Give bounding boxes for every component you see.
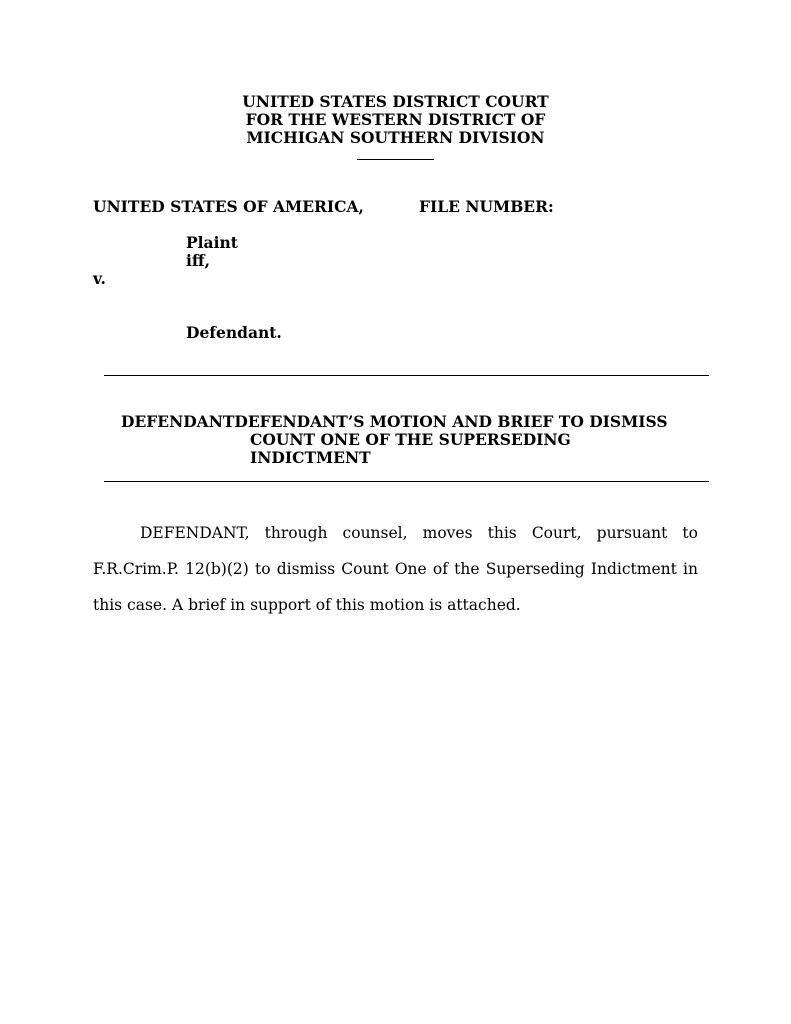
title-bottom-rule bbox=[104, 481, 709, 482]
plaintiff-role bbox=[186, 234, 238, 270]
plaintiff-name: UNITED STATES OF AMERICA, bbox=[93, 197, 364, 216]
court-heading bbox=[0, 93, 791, 147]
heading-underline bbox=[357, 159, 434, 160]
title-top-rule bbox=[104, 375, 709, 376]
court-name-line: UNITED STATES DISTRICT COURT bbox=[242, 92, 549, 111]
defendant-role: Defendant. bbox=[186, 323, 282, 342]
court-district-line: FOR THE WESTERN DISTRICT OF bbox=[245, 110, 546, 129]
plaintiff-role-line: Plaint bbox=[186, 233, 238, 252]
motion-title-line: INDICTMENT bbox=[250, 448, 371, 467]
plaintiff-role-line: iff, bbox=[186, 251, 211, 270]
motion-title-line: DEFENDANTDEFENDANT’S MOTION AND BRIEF TO DISMISS bbox=[121, 412, 668, 431]
versus-label: v. bbox=[93, 269, 106, 288]
motion-body-paragraph: DEFENDANT, through counsel, moves this Court, pursuant to F.R.Crim.P. 12(b)(2) to dismiss Count One of the Superseding Indictment in this case. A brief in support of this motion is attached. bbox=[93, 524, 698, 614]
file-number-label: FILE NUMBER: bbox=[419, 197, 554, 216]
motion-title-line: COUNT ONE OF THE SUPERSEDING bbox=[250, 430, 571, 449]
court-division-line: MICHIGAN SOUTHERN DIVISION bbox=[246, 128, 545, 147]
